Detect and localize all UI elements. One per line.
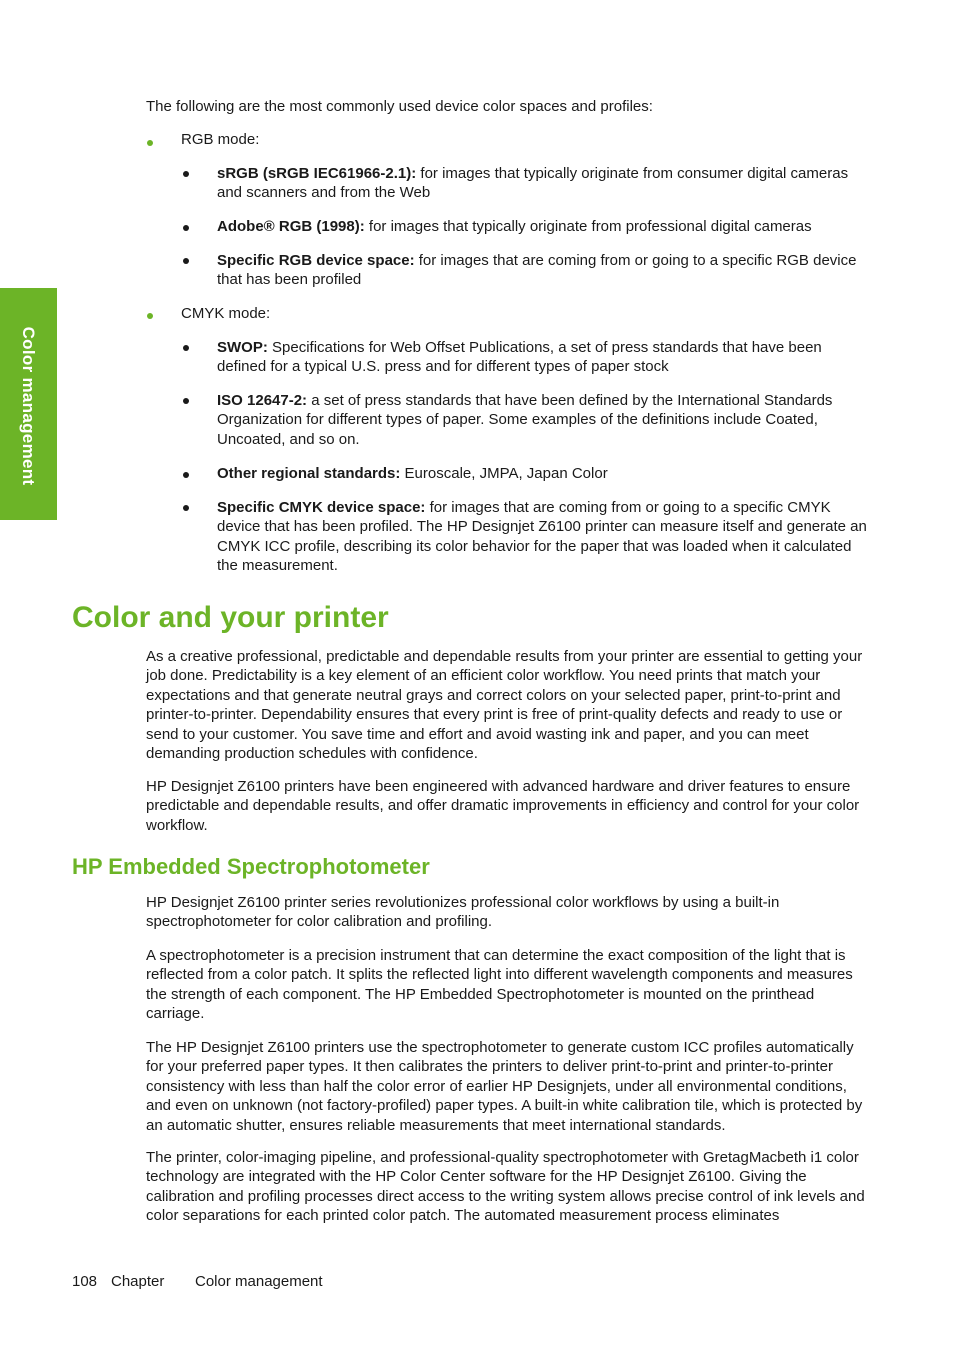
footer-chapter-title: Color management <box>195 1273 323 1290</box>
list-item-text: for images that typically originate from consumer digital cameras and scanners and from the Web <box>217 165 849 202</box>
paragraph: HP Designjet Z6100 printers have been engineered with advanced hardware and driver features to ensure predictable and dependable results, and offer dramatic improvements in efficiency and control for your color workflow. <box>146 778 860 834</box>
list-item-text: for images that typically originate from professional digital cameras <box>364 218 812 235</box>
bullet-icon <box>183 171 189 177</box>
paragraph: HP Designjet Z6100 printer series revolutionizes professional color workflows by using a built-in spectrophotometer for color calibration and profiling. <box>146 894 780 931</box>
list-item <box>217 391 871 449</box>
bullet-icon <box>183 472 189 478</box>
list-item <box>217 338 871 377</box>
list-item-text: for images that are coming from or going to a specific CMYK device that has been profiled. The HP Designjet Z6100 printer can measure itself and generate an CMYK ICC profile, describing its color behavior for the paper that was loaded when it calculated the measurement. <box>217 499 867 575</box>
bullet-icon <box>183 398 189 404</box>
list-item <box>217 464 871 483</box>
section-heading-color-and-your-printer: Color and your printer <box>72 601 389 634</box>
list-item-text: Euroscale, JMPA, Japan Color <box>400 465 608 482</box>
rgb-mode-label: RGB mode: <box>181 131 260 148</box>
list-item-term: SWOP: <box>217 339 268 356</box>
bullet-icon <box>147 313 153 319</box>
list-item-text: Specifications for Web Offset Publications, a set of press standards that have been defined for a typical U.S. press and for different types of paper stock <box>217 339 822 376</box>
list-item-text: for images that are coming from or going to a specific RGB device that has been profiled <box>217 252 857 289</box>
list-item <box>217 498 871 576</box>
list-item-term: ISO 12647-2: <box>217 392 308 409</box>
side-tab-label: Color management <box>19 326 38 486</box>
page-number: 108 <box>72 1273 98 1290</box>
cmyk-mode-label: CMYK mode: <box>181 305 271 322</box>
intro-text: The following are the most commonly used device color spaces and profiles: <box>146 98 653 115</box>
list-item-text: a set of press standards that have been defined by the International Standards Organization for different types of paper. Some examples of the definitions include Coated, Uncoated, and so on. <box>217 392 833 448</box>
paragraph: The HP Designjet Z6100 printers use the spectrophotometer to generate custom ICC profiles automatically for your preferred paper types. It then calibrates the printers to deliver print-to-print and printer-to-printer consistency with less than half the color error of earlier HP Designjets, under all environmental conditions, and even on unknown (not factory-profiled) paper types. A built-in white calibration tile, which is protected by an automatic shutter, ensures reliable measurements that meet international standards. <box>146 1039 863 1134</box>
list-item-term: sRGB (sRGB IEC61966-2.1): <box>217 165 417 182</box>
bullet-icon <box>183 225 189 231</box>
list-item-term: Specific CMYK device space: <box>217 499 426 516</box>
footer-chapter-word: Chapter <box>111 1273 165 1290</box>
bullet-icon <box>183 345 189 351</box>
list-item-term: Other regional standards: <box>217 465 401 482</box>
list-item <box>217 217 871 236</box>
list-item <box>217 251 871 290</box>
list-item <box>217 164 871 203</box>
paragraph: As a creative professional, predictable and dependable results from your printer are essential to getting your job done. Predictability is a key element of an efficient color workflow. You need prints that match your expectations and that generate neutral grays and correct colors on your selected paper, print-to-print and printer-to-printer. Dependability ensures that every print is free of print-quality defects and ready to use or send to your customer. You save time and effort and avoid wasting ink and paper, and you can meet demanding production schedules with confidence. <box>146 648 863 763</box>
bullet-icon <box>183 505 189 511</box>
section-heading-spectrophotometer: HP Embedded Spectrophotometer <box>72 854 430 879</box>
bullet-icon <box>147 140 153 146</box>
bullet-icon <box>183 258 189 264</box>
paragraph: The printer, color-imaging pipeline, and professional-quality spectrophotometer with GretagMacbeth i1 color technology are integrated with the HP Color Center software for the HP Designjet Z6100. Giving the calibration and profiling processes direct access to the writing system allows precise control of ink levels and color separations for each printed color patch. The automated measurement process eliminates <box>146 1149 865 1225</box>
list-item-term: Adobe® RGB (1998): <box>217 218 365 235</box>
paragraph: A spectrophotometer is a precision instrument that can determine the exact composition of the light that is reflected from a color patch. It splits the reflected light into different wavelength components and measures the strength of each component. The HP Embedded Spectrophotometer is mounted on the printhead carriage. <box>146 947 853 1023</box>
list-item-term: Specific RGB device space: <box>217 252 415 269</box>
